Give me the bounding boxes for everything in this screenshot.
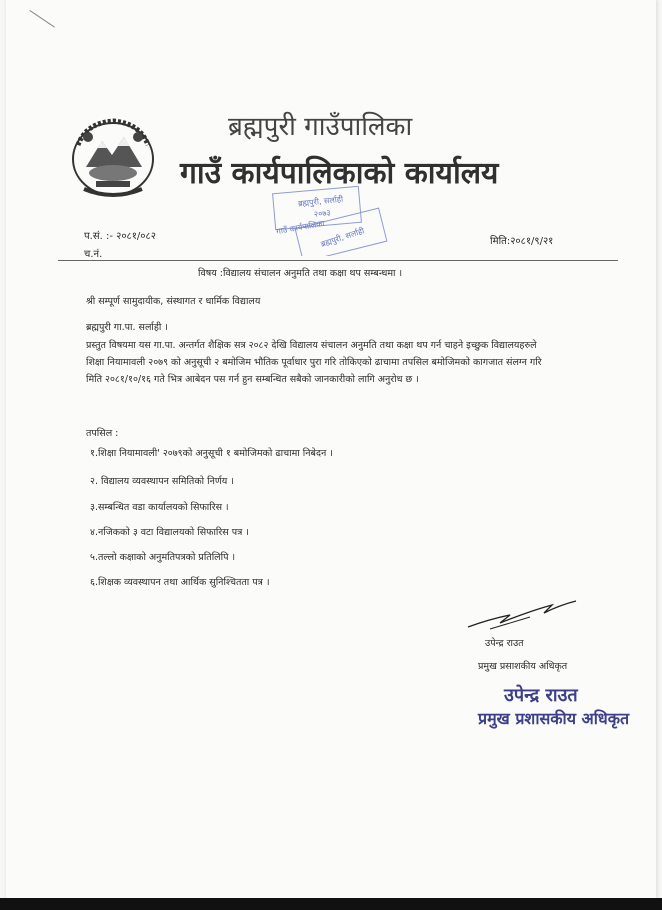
letter-date: मिति:२०८१/९/२१ (490, 236, 554, 247)
list-item: १.शिक्षा नियामावली' २०७९को अनुसूची १ बमोजिमको ढाचामा निबेदन । (90, 448, 333, 459)
signatory-name: उपेन्द्र राउत (485, 638, 524, 649)
dispatch-number: च.नं. (84, 249, 103, 260)
addressee-line-1: श्री सम्पूर्ण सामुदायीक, संस्थागत र धार्मिक विद्यालय (86, 296, 261, 307)
header-divider (58, 260, 618, 261)
reference-number: प.सं. :- २०८१/०८२ (84, 231, 156, 242)
body-paragraph: प्रस्तुत विषयमा यस गा.पा. अन्तर्गत शैक्षिक सत्र २०८२ देखि विद्यालय संचालन अनुमति तथा कक्षा थप गर्न चाहने इच्छुक विद्यालयहरुले शिक्षा नियामावली २०७९ को अनुसूची २ बमोजिम भौतिक पूर्वाधार पुरा गरि तोकिएको ढाचामा तपसिल बमोजिमको कागजात संलग्न गरि मिति २०८१/१०/१६ गते भित्र आबेदन पस गर्न हुन सम्बन्धित सबैको जानकारीको लागि अनुरोध छ । (86, 340, 542, 385)
list-item: ६.शिक्षक व्यवस्थापन तथा आर्थिक सुनिश्चितता पत्र । (90, 577, 270, 588)
stamp-line-1: ब्रह्मपुरी, सर्लाही (297, 194, 344, 209)
letter-subject: विषय :विद्यालय संचालन अनुमति तथा कक्षा थप सम्बन्धमा । (198, 268, 403, 279)
stamp-line-3: गाउँ कार्यपालिका (275, 218, 326, 237)
signatory-title: प्रमुख प्रसाशकीय अधिकृत (478, 661, 568, 672)
municipality-name: ब्रह्मपुरी गाउँपालिका (228, 112, 413, 142)
handwritten-signature-icon (460, 593, 580, 633)
scan-bottom-edge (0, 898, 662, 910)
seal-signatory-name: उपेन्द्र राउत (504, 685, 578, 706)
office-name: गाउँ कार्यपालिकाको कार्यालय (180, 156, 499, 191)
list-heading: तपसिल : (86, 428, 119, 439)
list-item: २. विद्यालय व्यवस्थापन समितिको निर्णय । (90, 476, 234, 487)
list-item: ४.नजिकको ३ वटा विद्यालयको सिफारिस पत्र । (90, 527, 249, 538)
list-item: ५.तल्लो कक्षाको अनुमतिपत्रको प्रतिलिपि । (90, 552, 236, 563)
list-item: ३.सम्बन्धित वडा कार्यालयको सिफारिस । (90, 502, 229, 513)
addressee-line-2: ब्रह्मपुरी गा.पा. सर्लाही । (86, 322, 168, 333)
seal-signatory-title: प्रमुख प्रशासकीय अधिकृत (478, 709, 630, 728)
stamp-line-2: २०७३ (313, 208, 332, 219)
stamp-line-4: ब्रह्मपुरी, सर्लाही (319, 226, 366, 249)
government-emblem-icon (66, 115, 160, 201)
